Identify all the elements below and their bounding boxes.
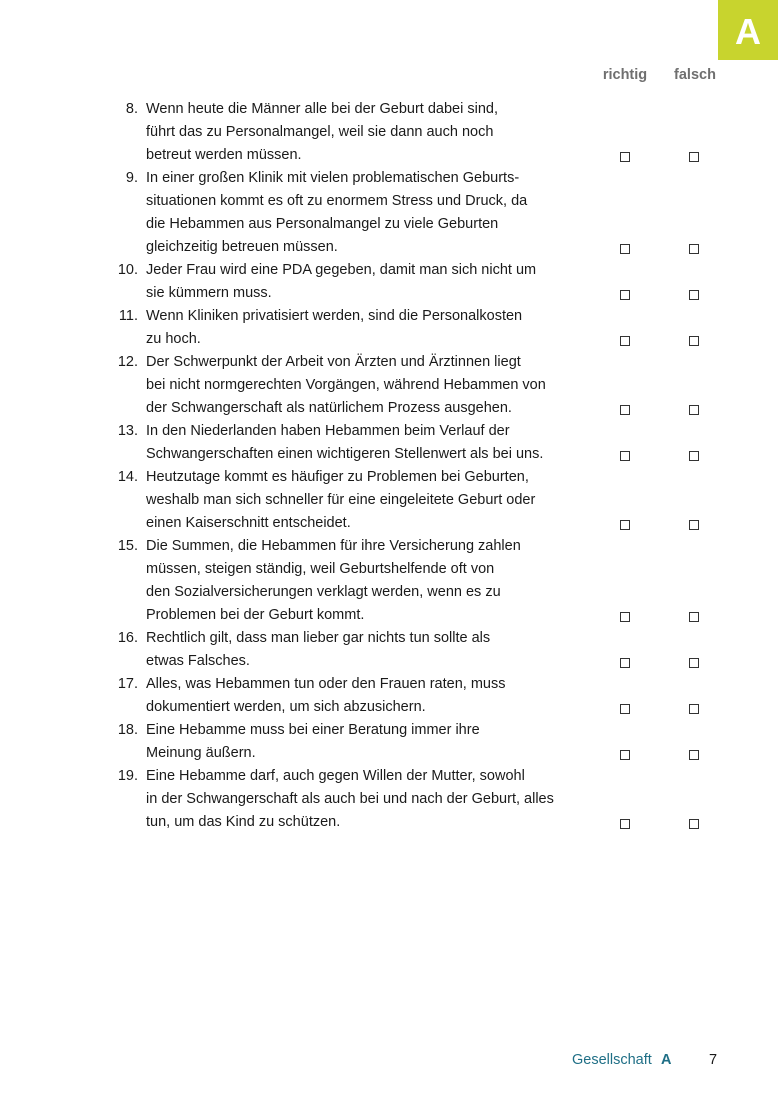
statement-item <box>0 535 778 627</box>
checkbox-richtig[interactable] <box>620 520 630 530</box>
statement-text <box>146 98 586 167</box>
checkbox-richtig[interactable] <box>620 244 630 254</box>
statement-line: In den Niederlanden haben Hebammen beim Verlauf der <box>146 423 510 439</box>
statement-item <box>0 673 778 719</box>
statement-line: Meinung äußern. <box>146 745 256 761</box>
statement-item <box>0 466 778 535</box>
statement-text <box>146 167 586 259</box>
statement-text <box>146 719 586 765</box>
statement-text <box>146 420 586 466</box>
statement-text <box>146 466 586 535</box>
statement-number: 18. <box>117 722 138 738</box>
checkbox-falsch[interactable] <box>689 152 699 162</box>
checkbox-richtig[interactable] <box>620 405 630 415</box>
statement-text <box>146 351 586 420</box>
statement-number: 9. <box>125 170 138 186</box>
checkbox-richtig[interactable] <box>620 451 630 461</box>
checkbox-richtig[interactable] <box>620 290 630 300</box>
statement-text <box>146 259 586 305</box>
checkbox-richtig[interactable] <box>620 658 630 668</box>
checkbox-falsch[interactable] <box>689 819 699 829</box>
statement-number: 15. <box>117 538 138 554</box>
statement-line: Jeder Frau wird eine PDA gegeben, damit man sich nicht um <box>146 262 537 278</box>
statement-number: 14. <box>117 469 138 485</box>
statement-text <box>146 535 586 627</box>
checkbox-falsch[interactable] <box>689 750 699 760</box>
statement-item <box>0 305 778 351</box>
statement-line: tun, um das Kind zu schützen. <box>146 814 341 830</box>
checkbox-falsch[interactable] <box>689 704 699 714</box>
statement-line: müssen, steigen ständig, weil Geburtshelfende oft von <box>146 561 495 577</box>
page-number: 7 <box>709 1052 718 1068</box>
statement-line: in der Schwangerschaft als auch bei und nach der Geburt, alles <box>146 791 554 807</box>
statement-item <box>0 98 778 167</box>
footer-section-label: Gesellschaft <box>572 1052 652 1068</box>
checkbox-richtig[interactable] <box>620 819 630 829</box>
statement-item <box>0 167 778 259</box>
statement-line: Eine Hebamme muss bei einer Beratung immer ihre <box>146 722 480 738</box>
checkbox-falsch[interactable] <box>689 336 699 346</box>
checkbox-falsch[interactable] <box>689 244 699 254</box>
statement-item <box>0 259 778 305</box>
statement-line: Rechtlich gilt, dass man lieber gar nichts tun sollte als <box>146 630 491 646</box>
statement-item <box>0 765 778 834</box>
checkbox-falsch[interactable] <box>689 451 699 461</box>
statement-line: Wenn Kliniken privatisiert werden, sind die Personalkosten <box>146 308 523 324</box>
statement-list <box>0 98 778 834</box>
statement-line: betreut werden müssen. <box>146 147 302 163</box>
statement-item <box>0 719 778 765</box>
statement-text <box>146 305 586 351</box>
statement-line: Problemen bei der Geburt kommt. <box>146 607 365 623</box>
checkbox-falsch[interactable] <box>689 658 699 668</box>
statement-line: Schwangerschaften einen wichtigeren Stellenwert als bei uns. <box>146 446 544 462</box>
statement-item <box>0 420 778 466</box>
statement-line: Der Schwerpunkt der Arbeit von Ärzten und Ärztinnen liegt <box>146 354 521 370</box>
statement-line: weshalb man sich schneller für eine eingeleitete Geburt oder <box>146 492 536 508</box>
statement-line: Wenn heute die Männer alle bei der Geburt dabei sind, <box>146 101 498 117</box>
statement-text <box>146 673 586 719</box>
statement-number: 17. <box>117 676 138 692</box>
checkbox-falsch[interactable] <box>689 290 699 300</box>
statement-number: 11. <box>118 308 138 324</box>
statement-line: führt das zu Personalmangel, weil sie dann auch noch <box>146 124 494 140</box>
statement-line: etwas Falsches. <box>146 653 250 669</box>
statement-line: In einer großen Klinik mit vielen problematischen Geburts- <box>146 170 520 186</box>
checkbox-richtig[interactable] <box>620 152 630 162</box>
statement-number: 19. <box>117 768 138 784</box>
statement-line: bei nicht normgerechten Vorgängen, während Hebammen von <box>146 377 546 393</box>
statement-line: gleichzeitig betreuen müssen. <box>146 239 338 255</box>
checkbox-richtig[interactable] <box>620 336 630 346</box>
statement-line: Die Summen, die Hebammen für ihre Versicherung zahlen <box>146 538 521 554</box>
statement-number: 10. <box>117 262 138 278</box>
statement-number: 13. <box>117 423 138 439</box>
checkbox-richtig[interactable] <box>620 612 630 622</box>
statement-line: sie kümmern muss. <box>146 285 272 301</box>
statement-item <box>0 627 778 673</box>
statement-line: zu hoch. <box>146 331 201 347</box>
statement-line: den Sozialversicherungen verklagt werden, wenn es zu <box>146 584 501 600</box>
statement-line: Alles, was Hebammen tun oder den Frauen raten, muss <box>146 676 506 692</box>
statement-text <box>146 765 586 834</box>
column-header-falsch: falsch <box>674 67 716 83</box>
section-tab: A <box>718 0 778 60</box>
checkbox-falsch[interactable] <box>689 405 699 415</box>
statement-item <box>0 351 778 420</box>
statement-line: einen Kaiserschnitt entscheidet. <box>146 515 351 531</box>
statement-text <box>146 627 586 673</box>
statement-line: dokumentiert werden, um sich abzusichern. <box>146 699 426 715</box>
checkbox-richtig[interactable] <box>620 750 630 760</box>
statement-number: 12. <box>117 354 138 370</box>
checkbox-falsch[interactable] <box>689 612 699 622</box>
statement-line: die Hebammen aus Personalmangel zu viele Geburten <box>146 216 499 232</box>
checkbox-falsch[interactable] <box>689 520 699 530</box>
footer-section-letter: A <box>661 1052 672 1068</box>
statement-number: 8. <box>125 101 138 117</box>
statement-line: situationen kommt es oft zu enormem Stress und Druck, da <box>146 193 528 209</box>
statement-number: 16. <box>117 630 138 646</box>
statement-line: Heutzutage kommt es häufiger zu Problemen bei Geburten, <box>146 469 529 485</box>
checkbox-richtig[interactable] <box>620 704 630 714</box>
statement-line: der Schwangerschaft als natürlichem Prozess ausgehen. <box>146 400 512 416</box>
statement-line: Eine Hebamme darf, auch gegen Willen der Mutter, sowohl <box>146 768 525 784</box>
column-header-richtig: richtig <box>602 67 648 83</box>
